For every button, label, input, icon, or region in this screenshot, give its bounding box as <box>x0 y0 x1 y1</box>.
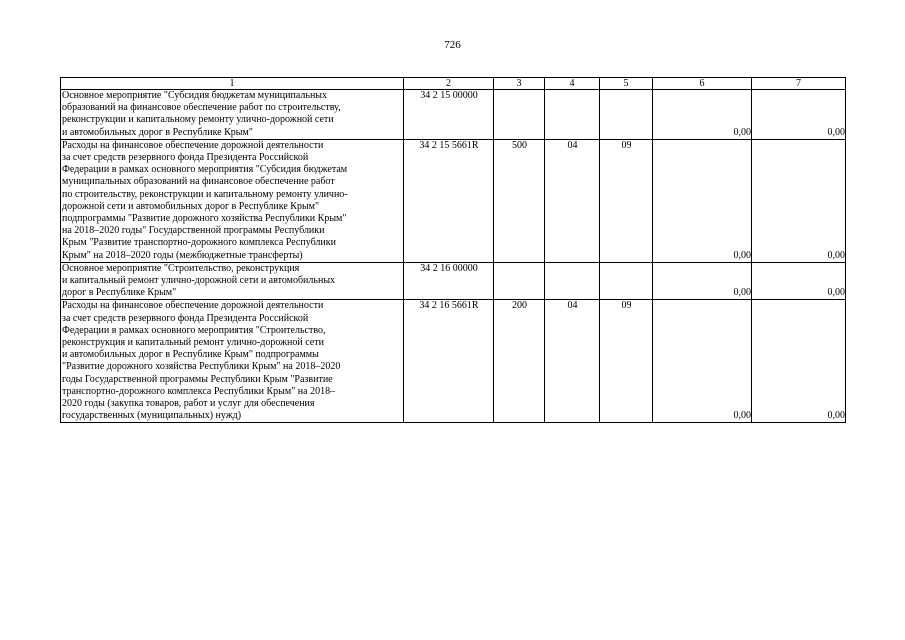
header-cell: 3 <box>494 78 545 90</box>
page-number: 726 <box>444 39 461 51</box>
amount-cell: 0,00 <box>752 90 846 140</box>
section-cell: 04 <box>545 300 600 423</box>
target-code-cell: 34 2 16 5661R <box>404 300 494 423</box>
amount-cell: 0,00 <box>653 300 752 423</box>
subsection-cell <box>600 90 653 140</box>
subsection-cell <box>600 262 653 300</box>
subsection-cell: 09 <box>600 139 653 262</box>
section-cell <box>545 262 600 300</box>
expense-type-cell <box>494 90 545 140</box>
amount-cell: 0,00 <box>752 262 846 300</box>
amount-cell: 0,00 <box>653 90 752 140</box>
target-code-cell: 34 2 16 00000 <box>404 262 494 300</box>
target-code-cell: 34 2 15 5661R <box>404 139 494 262</box>
table-row <box>61 139 846 262</box>
budget-table <box>60 77 846 423</box>
header-cell: 6 <box>653 78 752 90</box>
amount-cell: 0,00 <box>653 262 752 300</box>
table-header-row <box>61 78 846 90</box>
row-name-cell: Расходы на финансовое обеспечение дорожной деятельности за счет средств резервного фонда Президента Российской Федерации в рамках основного мероприятия "Субсидия бюджетам муниципальных образований на финансовое обеспечение работ по строительству, реконструкции и капитальному ремонту улично- дорожной сети и автомобильных дорог в Республике Крым" подпрограммы "Развитие дорожного хозяйства Республики Крым" на 2018–2020 годы" Государственной программы Республики Крым "Развитие транспортно-дорожного комплекса Республики Крым" на 2018–2020 годы (межбюджетные трансферты) <box>61 139 404 262</box>
section-cell: 04 <box>545 139 600 262</box>
amount-cell: 0,00 <box>653 139 752 262</box>
table-row <box>61 300 846 423</box>
row-name-cell: Основное мероприятие "Субсидия бюджетам муниципальных образований на финансовое обеспечение работ по строительству, реконструкции и капитальному ремонту улично-дорожной сети и автомобильных дорог в Республике Крым" <box>61 90 404 140</box>
header-cell: 5 <box>600 78 653 90</box>
table-row <box>61 262 846 300</box>
table-row <box>61 90 846 140</box>
subsection-cell: 09 <box>600 300 653 423</box>
amount-cell: 0,00 <box>752 300 846 423</box>
section-cell <box>545 90 600 140</box>
row-name-cell: Расходы на финансовое обеспечение дорожной деятельности за счет средств резервного фонда Президента Российской Федерации в рамках основного мероприятия "Строительство, реконструкция и капитальный ремонт улично-дорожной сети и автомобильных дорог в Республике Крым" подпрограммы "Развитие дорожного хозяйства Республики Крым" на 2018–2020 годы Государственной программы Республики Крым "Развитие транспортно-дорожного комплекса Республики Крым" на 2018– 2020 годы (закупка товаров, работ и услуг для обеспечения государственных (муниципальных) нужд) <box>61 300 404 423</box>
expense-type-cell <box>494 262 545 300</box>
expense-type-cell: 200 <box>494 300 545 423</box>
header-cell: 7 <box>752 78 846 90</box>
header-cell: 2 <box>404 78 494 90</box>
row-name-cell: Основное мероприятие "Строительство, реконструкция и капитальный ремонт улично-дорожной сети и автомобильных дорог в Республике Крым" <box>61 262 404 300</box>
header-cell: 4 <box>545 78 600 90</box>
header-cell: 1 <box>61 78 404 90</box>
amount-cell: 0,00 <box>752 139 846 262</box>
expense-type-cell: 500 <box>494 139 545 262</box>
target-code-cell: 34 2 15 00000 <box>404 90 494 140</box>
